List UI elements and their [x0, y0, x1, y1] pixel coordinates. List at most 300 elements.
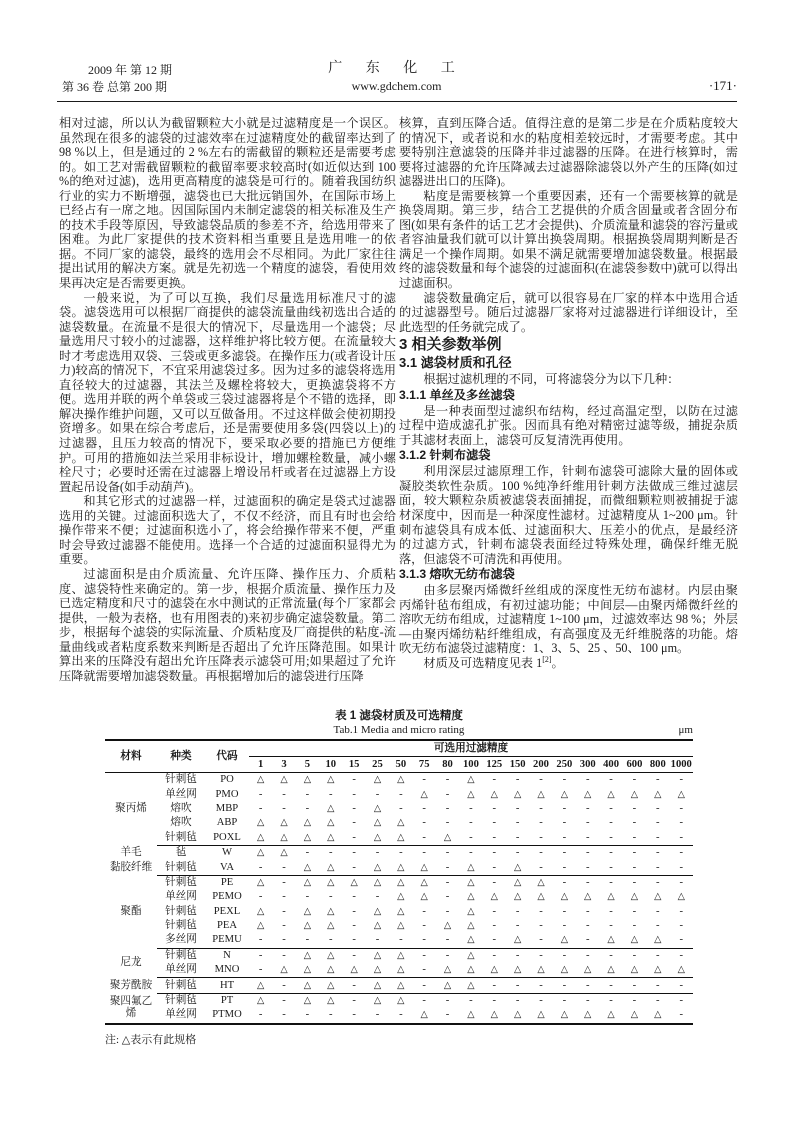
col-header-code: 代码: [205, 740, 249, 773]
code-cell: W: [205, 845, 249, 860]
spec-absent-mark: -: [585, 920, 590, 932]
spec-absent-mark: -: [328, 1009, 333, 1021]
table-note: 注: △表示有此规格: [105, 1033, 197, 1046]
spec-absent-mark: -: [679, 817, 683, 829]
table-row: [105, 905, 693, 919]
spec-absent-mark: -: [258, 891, 263, 903]
section-heading: 3 相关参数举例: [399, 336, 502, 354]
spec-available-mark: △: [327, 832, 335, 843]
precision-tick: 50: [389, 757, 412, 773]
spec-available-mark: △: [366, 978, 389, 993]
spec-absent-mark: -: [656, 920, 660, 932]
spec-absent-mark: -: [352, 891, 356, 903]
table-row: [105, 978, 693, 993]
spec-available-mark: △: [459, 978, 482, 993]
spec-absent-mark: -: [506, 993, 529, 1008]
spec-absent-mark: -: [576, 845, 599, 860]
spec-available-mark: △: [280, 818, 288, 829]
table-row: [105, 933, 693, 948]
spec-absent-mark: -: [656, 905, 660, 917]
spec-absent-mark: -: [282, 905, 286, 917]
spec-absent-mark: -: [539, 802, 543, 814]
spec-available-mark: △: [513, 935, 522, 946]
spec-available-mark: △: [630, 892, 639, 903]
spec-absent-mark: -: [656, 817, 660, 829]
spec-absent-mark: -: [585, 831, 590, 843]
spec-absent-mark: -: [282, 934, 286, 946]
paragraph: 是一种表面型过滤织布结构，经过高温定型，以防在过滤过程中造成滤孔扩张。因而具有绝对精密过滤等级，捕捉杂质于其滤材表面上，滤袋可反复清洗再使用。: [399, 403, 738, 447]
spec-absent-mark: -: [445, 861, 450, 873]
right-column: [399, 116, 738, 671]
table-row: [105, 860, 693, 875]
spec-absent-mark: -: [282, 861, 286, 873]
spec-available-mark: △: [397, 832, 405, 843]
spec-absent-mark: -: [445, 1009, 450, 1021]
spec-available-mark: △: [373, 862, 382, 873]
spec-absent-mark: -: [506, 978, 529, 993]
precision-tick: 3: [272, 757, 295, 773]
spec-available-mark: △: [584, 1010, 592, 1021]
spec-absent-mark: -: [305, 891, 310, 903]
spec-absent-mark: -: [539, 920, 543, 932]
spec-available-mark: △: [560, 789, 568, 800]
spec-available-mark: △: [373, 906, 382, 917]
precision-tick: 1: [249, 757, 272, 773]
spec-available-mark: △: [467, 775, 475, 786]
spec-absent-mark: -: [492, 817, 497, 829]
spec-available-mark: △: [654, 1010, 662, 1021]
spec-available-mark: △: [319, 993, 342, 1008]
spec-absent-mark: -: [609, 905, 613, 917]
spec-absent-mark: -: [599, 948, 622, 963]
spec-available-mark: △: [257, 906, 265, 917]
spec-absent-mark: -: [328, 891, 333, 903]
spec-available-mark: △: [467, 789, 475, 800]
table-row: [105, 890, 693, 904]
spec-available-mark: △: [513, 965, 522, 976]
spec-available-mark: △: [630, 789, 639, 800]
spec-available-mark: △: [303, 832, 312, 843]
spec-available-mark: △: [327, 965, 335, 976]
spec-absent-mark: -: [436, 948, 459, 963]
spec-available-mark: △: [319, 978, 342, 993]
spec-available-mark: △: [280, 965, 288, 976]
spec-absent-mark: -: [553, 993, 576, 1008]
spec-absent-mark: -: [342, 993, 365, 1008]
spec-absent-mark: -: [562, 817, 567, 829]
spec-absent-mark: -: [272, 978, 295, 993]
paragraph: 一般来说，为了可以互换，我们尽量选用标准尺寸的滤袋。滤袋选用可以根据厂商提供的滤袋流量曲线初选出合适的滤袋数量。在流量不是很大的情况下，尽量选用一个滤袋；尽量选用尺寸较小的过滤器，这样维护将比较方便。在流量较大时才考虑选用双袋、三袋或更多滤袋。在操作压力(或者设计压力)较高的情况下，不宜采用滤袋过多。因为过多的滤袋将选用直径较大的过滤器，其法兰及螺栓将较大，更换滤袋将不方便。选用并联的两个单袋或三袋过滤器将是个不错的选择，即解决操作维护问题，又可以互做备用。不过这样做会使初期投资增多。如果在综合考虑后，还是需要使用多袋(四袋以上)的过滤器，且压力较高的情况下，要采取必要的措施已方便维护。可用的措施如法兰采用非标设计，增加螺栓数量，减小螺栓尺寸；必要时还需在过滤器上增设吊杆或者在过滤器上方设置起吊设备(如手动葫芦)。: [59, 290, 396, 494]
spec-absent-mark: -: [352, 934, 356, 946]
spec-absent-mark: -: [422, 802, 426, 814]
spec-available-mark: △: [397, 965, 405, 976]
spec-absent-mark: -: [515, 774, 520, 786]
spec-absent-mark: -: [562, 920, 567, 932]
spec-absent-mark: -: [352, 920, 356, 932]
spec-available-mark: △: [654, 789, 662, 800]
code-cell: PEMO: [212, 891, 242, 903]
precision-tick: 250: [553, 757, 576, 773]
spec-available-mark: △: [443, 921, 452, 932]
spec-absent-mark: -: [483, 993, 506, 1008]
spec-absent-mark: -: [656, 831, 660, 843]
spec-absent-mark: -: [553, 845, 576, 860]
spec-absent-mark: -: [342, 845, 365, 860]
spec-available-mark: △: [397, 775, 405, 786]
spec-absent-mark: -: [506, 845, 529, 860]
spec-available-mark: △: [420, 892, 428, 903]
code-cell: PEMU: [212, 934, 242, 946]
spec-available-mark: △: [490, 789, 498, 800]
spec-available-mark: △: [677, 892, 685, 903]
spec-absent-mark: -: [282, 802, 286, 814]
table-row: [105, 963, 693, 978]
spec-available-mark: △: [607, 892, 615, 903]
spec-absent-mark: -: [258, 788, 263, 800]
spec-absent-mark: -: [469, 831, 473, 843]
code-cell: PMO: [215, 788, 239, 800]
spec-absent-mark: -: [352, 774, 356, 786]
precision-tick: 5: [296, 757, 319, 773]
spec-available-mark: △: [490, 892, 498, 903]
table-title-cn: 表 1 滤袋材质及可选精度: [335, 710, 463, 722]
spec-available-mark: △: [467, 1010, 475, 1021]
spec-absent-mark: -: [445, 891, 450, 903]
spec-available-mark: △: [513, 892, 522, 903]
spec-absent-mark: -: [669, 845, 693, 860]
spec-absent-mark: -: [413, 978, 436, 993]
spec-available-mark: △: [584, 892, 592, 903]
spec-available-mark: △: [257, 921, 265, 932]
spec-absent-mark: -: [679, 802, 683, 814]
spec-available-mark: △: [373, 921, 382, 932]
left-column: [59, 116, 396, 683]
precision-tick: 125: [483, 757, 506, 773]
spec-available-mark: △: [467, 906, 475, 917]
citation-superscript: [2]: [542, 654, 552, 664]
precision-tick: 400: [599, 757, 622, 773]
table-row: [105, 875, 693, 890]
spec-available-mark: △: [467, 921, 475, 932]
type-cell: 针刺毡: [165, 831, 197, 843]
type-cell: 针刺毡: [157, 875, 205, 890]
paragraph: 和其它形式的过滤器一样，过滤面积的确定是袋式过滤器选用的关键。过滤面积选大了，不仅不经济，而且有时也会给操作带来不便；过滤面积选小了，将会给操作带来不便，严重时会导致过滤器不能使用。选择一个合适的过滤面积显得尤为重要。: [59, 494, 396, 567]
spec-available-mark: △: [327, 921, 335, 932]
spec-absent-mark: -: [539, 934, 543, 946]
spec-absent-mark: -: [305, 934, 310, 946]
spec-absent-mark: -: [632, 802, 637, 814]
spec-absent-mark: -: [576, 978, 599, 993]
spec-absent-mark: -: [483, 875, 506, 890]
spec-absent-mark: -: [342, 978, 365, 993]
spec-absent-mark: -: [576, 993, 599, 1008]
spec-available-mark: △: [327, 803, 335, 814]
spec-available-mark: △: [490, 1010, 498, 1021]
type-cell: 单丝网: [165, 964, 197, 976]
spec-available-mark: △: [529, 875, 552, 890]
spec-absent-mark: -: [576, 948, 599, 963]
spec-available-mark: △: [537, 965, 545, 976]
spec-available-mark: △: [397, 862, 405, 873]
spec-absent-mark: -: [632, 831, 637, 843]
spec-absent-mark: -: [646, 978, 669, 993]
spec-available-mark: △: [607, 935, 615, 946]
paragraph: 粘度是需要核算一个重要因素，还有一个需要核算的就是换袋周期。第三步，结合工艺提供的介质含固量或者含固分布图(如果有条件的话工艺才会提供)、介质流量和滤袋的容污量或者容油量我们就可以计算出换袋周期。根据换袋周期判断是否满足一个操作周期。如果不满足就需要增加滤袋数量。根据最终的滤袋数量和每个滤袋的过滤面积(在滤袋参数中)就可以得出过滤面积。: [399, 188, 738, 291]
spec-absent-mark: -: [529, 948, 552, 963]
spec-absent-mark: -: [258, 861, 263, 873]
spec-absent-mark: -: [632, 905, 637, 917]
spec-available-mark: △: [296, 978, 319, 993]
section-heading: 3.1.3 熔吹无纺布滤袋: [399, 567, 515, 582]
spec-absent-mark: -: [679, 861, 683, 873]
spec-absent-mark: -: [623, 993, 646, 1008]
spec-absent-mark: -: [609, 802, 613, 814]
spec-available-mark: △: [327, 818, 335, 829]
code-cell: PEA: [216, 920, 237, 932]
spec-absent-mark: -: [599, 875, 622, 890]
header-rule: [57, 101, 737, 102]
spec-absent-mark: -: [623, 875, 646, 890]
precision-tick: 200: [529, 757, 552, 773]
spec-absent-mark: -: [422, 920, 426, 932]
spec-absent-mark: -: [669, 948, 693, 963]
table-row: [105, 948, 693, 963]
col-header-material: 材料: [105, 740, 157, 773]
precision-tick: 150: [506, 757, 529, 773]
spec-absent-mark: -: [296, 845, 319, 860]
spec-available-mark: △: [373, 832, 382, 843]
spec-absent-mark: -: [585, 802, 590, 814]
spec-absent-mark: -: [352, 905, 356, 917]
spec-absent-mark: -: [366, 845, 389, 860]
spec-available-mark: △: [607, 1010, 615, 1021]
spec-absent-mark: -: [562, 905, 567, 917]
spec-absent-mark: -: [342, 948, 365, 963]
spec-absent-mark: -: [679, 774, 683, 786]
spec-absent-mark: -: [585, 934, 590, 946]
spec-absent-mark: -: [585, 817, 590, 829]
issue-line2: 第 36 卷 总第 200 期: [62, 80, 168, 94]
spec-absent-mark: -: [422, 817, 426, 829]
type-cell: 针刺毡: [165, 774, 197, 786]
material-cell: 聚酯: [120, 905, 142, 917]
spec-absent-mark: -: [609, 920, 613, 932]
spec-available-mark: △: [296, 948, 319, 963]
material-cell: 黏胶纤维: [109, 861, 153, 873]
spec-absent-mark: -: [632, 920, 637, 932]
table-1-block: [105, 710, 693, 1047]
spec-absent-mark: -: [623, 948, 646, 963]
spec-absent-mark: -: [445, 905, 450, 917]
spec-available-mark: △: [654, 965, 662, 976]
spec-available-mark: △: [560, 965, 568, 976]
spec-available-mark: △: [459, 875, 482, 890]
table-title-en-row: [105, 724, 693, 737]
spec-available-mark: △: [342, 875, 365, 890]
spec-absent-mark: -: [413, 993, 436, 1008]
spec-available-mark: △: [389, 993, 412, 1008]
spec-available-mark: △: [373, 775, 382, 786]
spec-absent-mark: -: [282, 788, 286, 800]
spec-available-mark: △: [506, 875, 529, 890]
type-cell: 针刺毡: [165, 905, 197, 917]
spec-available-mark: △: [249, 845, 272, 860]
spec-absent-mark: -: [562, 831, 567, 843]
spec-available-mark: △: [296, 875, 319, 890]
spec-absent-mark: -: [679, 920, 683, 932]
spec-available-mark: △: [249, 875, 272, 890]
spec-absent-mark: -: [422, 905, 426, 917]
spec-absent-mark: -: [553, 948, 576, 963]
spec-absent-mark: -: [632, 817, 637, 829]
spec-available-mark: △: [257, 832, 265, 843]
spec-absent-mark: -: [389, 845, 412, 860]
spec-absent-mark: -: [319, 845, 342, 860]
spec-absent-mark: -: [623, 978, 646, 993]
spec-available-mark: △: [303, 862, 312, 873]
spec-available-mark: △: [467, 892, 475, 903]
spec-absent-mark: -: [445, 934, 450, 946]
col-header-precision-span: 可选用过滤精度: [249, 740, 693, 757]
code-cell: PO: [220, 774, 234, 786]
spec-absent-mark: -: [539, 831, 543, 843]
spec-available-mark: △: [296, 993, 319, 1008]
spec-available-mark: △: [397, 906, 405, 917]
spec-absent-mark: -: [679, 905, 683, 917]
spec-absent-mark: -: [258, 934, 263, 946]
spec-available-mark: △: [389, 948, 412, 963]
spec-available-mark: △: [319, 875, 342, 890]
spec-absent-mark: -: [539, 905, 543, 917]
code-cell: VA: [220, 861, 234, 873]
spec-available-mark: △: [327, 906, 335, 917]
type-cell: 针刺毡: [157, 948, 205, 963]
spec-available-mark: △: [413, 875, 436, 890]
spec-absent-mark: -: [399, 788, 403, 800]
spec-absent-mark: -: [272, 993, 295, 1008]
spec-absent-mark: -: [585, 861, 590, 873]
spec-absent-mark: -: [413, 948, 436, 963]
spec-absent-mark: -: [623, 845, 646, 860]
spec-available-mark: △: [607, 965, 615, 976]
spec-absent-mark: -: [413, 845, 436, 860]
type-cell: 单丝网: [165, 891, 197, 903]
spec-absent-mark: -: [375, 788, 380, 800]
spec-absent-mark: -: [599, 845, 622, 860]
spec-available-mark: △: [630, 1010, 639, 1021]
spec-absent-mark: -: [483, 845, 506, 860]
spec-absent-mark: -: [436, 875, 459, 890]
spec-available-mark: △: [366, 993, 389, 1008]
spec-absent-mark: -: [352, 861, 356, 873]
spec-available-mark: △: [366, 948, 389, 963]
spec-absent-mark: -: [258, 802, 263, 814]
table-row: [105, 787, 693, 801]
spec-available-mark: △: [443, 965, 452, 976]
type-cell: 熔吹: [170, 802, 192, 814]
spec-available-mark: △: [654, 892, 662, 903]
table-row: [105, 919, 693, 933]
spec-absent-mark: -: [492, 920, 497, 932]
type-cell: 针刺毡: [157, 993, 205, 1008]
spec-absent-mark: -: [492, 934, 497, 946]
spec-absent-mark: -: [609, 831, 613, 843]
precision-tick: 75: [413, 757, 436, 773]
spec-available-mark: △: [373, 803, 382, 814]
spec-available-mark: △: [436, 978, 459, 993]
spec-absent-mark: -: [492, 905, 497, 917]
section-heading: 3.1.2 针刺布滤袋: [399, 448, 491, 463]
table-row: [105, 1008, 693, 1023]
spec-absent-mark: -: [539, 817, 543, 829]
paragraph: 相对过滤，所以认为截留颗粒大小就是过滤精度是一个误区。虽然现在很多的滤袋的过滤效率在过滤精度处的截留率达到了 98 %以上，但是通过的 2 %左右的需截留的颗粒还是需要考虑的。如工艺对需截留颗粒的截留率要求较高时(如近似达到 100 %的绝对过滤)，选用更高精度的滤袋是可行的。随着我国纺织行业的实力不断增强，滤袋也已大批远销国外，在国际市场上已经占有一席之地。因国际国内未制定滤袋的相关标准及生产的技术手段等原因，导致滤袋品质的参差不齐，给选用带来了困难。为此厂家提供的技术资料相当重要且是选用唯一的依据。不同厂家的滤袋，最终的选用会不尽相同。为此厂家往往提出试用的解决方案。就是先初选一个精度的滤袋，看使用效果再决定是否需要更换。: [59, 116, 396, 291]
spec-absent-mark: -: [445, 788, 450, 800]
code-cell: PT: [205, 993, 249, 1008]
spec-available-mark: △: [560, 1010, 568, 1021]
spec-available-mark: △: [373, 818, 382, 829]
table-row: [105, 773, 693, 788]
spec-absent-mark: -: [459, 993, 482, 1008]
spec-available-mark: △: [420, 789, 428, 800]
spec-absent-mark: -: [679, 831, 683, 843]
spec-available-mark: △: [513, 862, 522, 873]
spec-available-mark: △: [513, 1010, 522, 1021]
spec-absent-mark: -: [632, 861, 637, 873]
spec-absent-mark: -: [258, 1009, 263, 1021]
spec-absent-mark: -: [515, 831, 520, 843]
spec-absent-mark: -: [576, 875, 599, 890]
spec-absent-mark: -: [436, 845, 459, 860]
table-row: [105, 816, 693, 830]
spec-absent-mark: -: [492, 774, 497, 786]
material-cell: 聚四氟乙烯: [109, 996, 153, 1019]
spec-absent-mark: -: [599, 993, 622, 1008]
spec-absent-mark: -: [656, 774, 660, 786]
spec-available-mark: △: [327, 775, 335, 786]
code-cell: PE: [205, 875, 249, 890]
spec-absent-mark: -: [459, 845, 482, 860]
table-unit-label: μm: [678, 724, 693, 736]
spec-available-mark: △: [537, 1010, 545, 1021]
spec-available-mark: △: [389, 875, 412, 890]
paragraph: 滤袋数量确定后，就可以很容易在厂家的样本中选用合适的过滤器型号。随后过滤器厂家将对过滤器进行详细设计，至此选型的任务就完成了。: [399, 290, 738, 334]
spec-available-mark: △: [397, 892, 405, 903]
spec-available-mark: △: [654, 935, 662, 946]
precision-tick: 1000: [669, 757, 693, 773]
section-heading: 3.1 滤袋材质和孔径: [399, 355, 512, 371]
spec-available-mark: △: [607, 789, 615, 800]
precision-tick: 80: [436, 757, 459, 773]
material-cell: 聚芳酰胺: [109, 979, 153, 991]
table-row: [105, 831, 693, 846]
spec-available-mark: △: [397, 921, 405, 932]
spec-absent-mark: -: [492, 831, 497, 843]
spec-absent-mark: -: [529, 845, 552, 860]
spec-available-mark: △: [327, 862, 335, 873]
precision-tick: 10: [319, 757, 342, 773]
spec-absent-mark: -: [258, 964, 263, 976]
spec-absent-mark: -: [399, 934, 403, 946]
spec-absent-mark: -: [679, 934, 683, 946]
spec-available-mark: △: [366, 875, 389, 890]
spec-absent-mark: -: [375, 891, 380, 903]
paragraph: 利用深层过滤原理工作，针刺布滤袋可滤除大量的固体或凝胶类软性杂质。100 %纯净纤维用针刺方法做成三维过滤层面，较大颗粒杂质被滤袋表面捕捉，而微细颗粒则被捕捉于滤材深度中，因而是一种深度性滤材。过滤精度从 1~200 μm。针刺布滤袋具有成本低、过滤面积大、压差小的优点，是最经济的过滤方式，针刺布滤袋表面经过特殊处理，确保纤维无脱落，但滤袋不可清洗和再使用。: [399, 464, 738, 566]
spec-absent-mark: -: [646, 875, 669, 890]
spec-available-mark: △: [677, 965, 685, 976]
spec-absent-mark: -: [599, 978, 622, 993]
spec-available-mark: △: [584, 789, 592, 800]
spec-absent-mark: -: [539, 774, 543, 786]
